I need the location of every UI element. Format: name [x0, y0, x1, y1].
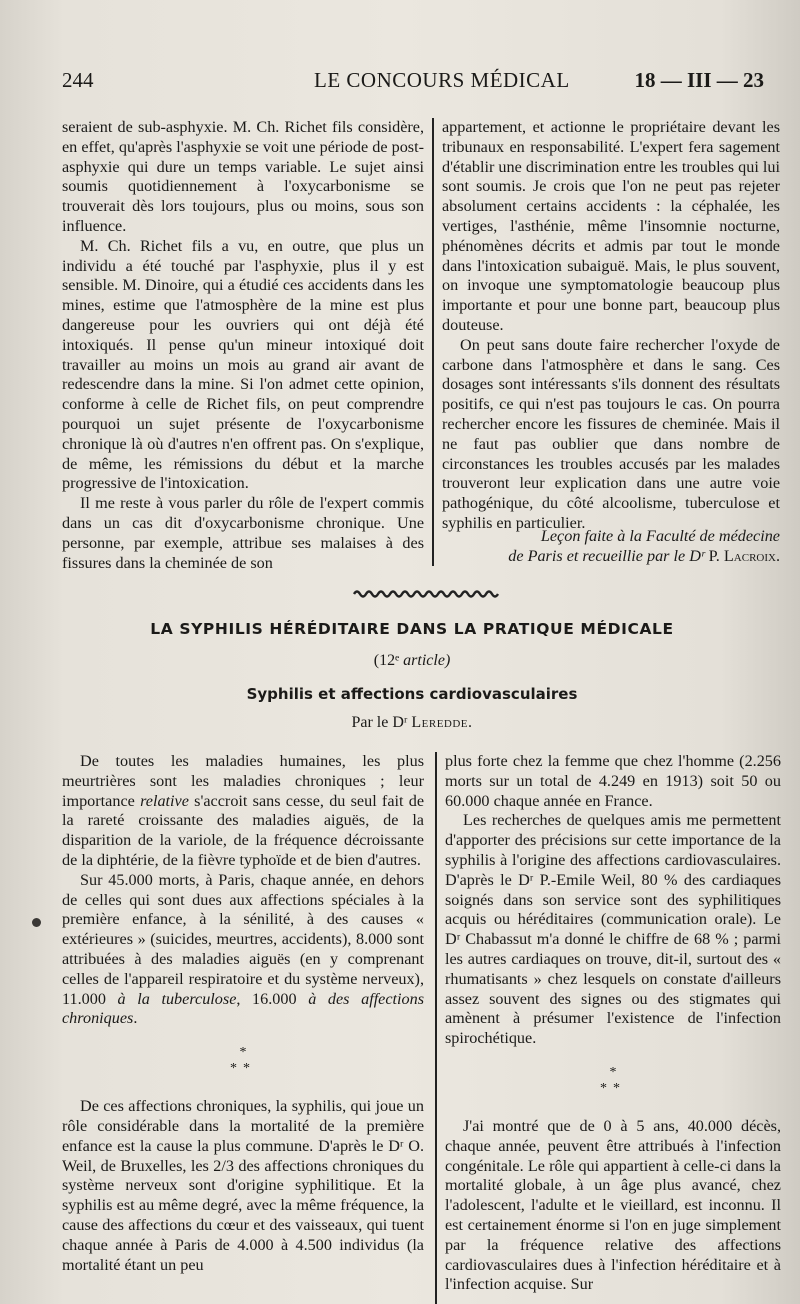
byline-prefix: Par le Dʳ	[351, 714, 408, 731]
signature-author: P. Lacroix.	[708, 547, 780, 565]
emphasis: relative	[140, 791, 189, 810]
signature-line: Leçon faite à la Faculté de médecine	[540, 527, 780, 545]
article-number-word: article)	[403, 652, 451, 669]
article-number	[62, 652, 762, 670]
paragraph: J'ai montré que de 0 à 5 ans, 40.000 décès, chaque année, peuvent être attribués à l'infection congénitale. Le rôle qui appartient à celle-ci dans la mortalité globale, à un âge plus avancé, chez l'adolescent, l'adulte et le vieillard, est inconnu. Il est certainement énorme si l'on en juge simplement par la fréquence relative des affections cardiovasculaires dues à l'infection héréditaire et à l'infection acquise. Sur	[445, 1116, 781, 1294]
paragraph: plus forte chez la femme que chez l'homme (2.256 morts sur un total de 4.249 en 1913) soit 50 ou 60.000 chaque année en France.	[445, 752, 781, 810]
text-run: De toutes les maladies humaines, les plus meurtrières sont les maladies chroniques ; leur importance	[62, 752, 424, 810]
article-number-value: (12ᵉ	[373, 652, 400, 669]
article-left-column	[62, 752, 424, 1275]
asterism-top: *	[239, 1045, 247, 1061]
signature-prefix: de Paris et recueillie par le Dʳ	[508, 547, 705, 565]
paragraph: On peut sans doute faire rechercher l'oxyde de carbone dans l'atmosphère et dans le sang. Ces dosages sont intéressants s'ils donnent des résultats positifs, ce qui n'est pas toujours le cas. On pourra rechercher encore les fissures de cheminée. Mais il ne faut pas oublier que dans nombre de circonstances les troubles accusés par les malades trouveront leur explication dans une autre voie pathogénique, du côté alcoolisme, tuberculose et syphilis en particulier.	[442, 335, 780, 532]
paragraph: appartement, et actionne le propriétaire devant les tribunaux en responsabilité. L'expert fera sagement d'établir une discrimination entre les troubles qui lui sont soumis. Je crois que l'on ne peut pas rejeter absolument certains accidents : la céphalée, les vertiges, l'asthénie, même l'insomnie nocturne, phénomènes décrits et admis par tout le monde dans l'intoxication subaiguë. Mais, le plus souvent, on invoque une symptomatologie beaucoup plus importante et pour une bonne part, beaucoup plus douteuse.	[442, 118, 780, 334]
running-header	[62, 68, 764, 98]
paragraph: M. Ch. Richet fils a vu, en outre, que plus un individu a été touché par l'asphyxie, plus il y est sensible. M. Dinoire, qui a étudié ces accidents dans les mines, estime que l'atmosphère de la mine est plus dangereuse pour les ouvriers qui ont déjà été intoxiqués. Il pense qu'un mineur intoxiqué doit travailler au moins un mois au grand air avant de redescendre dans la mine. Si l'on admet cette opinion, conforme à celle de Richet fils, on peut comprendre pourquoi un sujet présente de l'oxycarbonisme chronique là où d'autres n'en offrent pas. On s'explique, de même, les rémissions du début et la marche progressive de l'intoxication.	[62, 236, 424, 493]
asterism	[62, 1045, 424, 1077]
asterism-bottom: **	[600, 1080, 626, 1096]
text-run: s'accroit sans cesse, du seul fait de la rareté croissante des maladies aiguës, de la disparition de la variole, de la fréquence décroissante de la diphtérie, de la fièvre typhoïde et de bien d'autres.	[62, 791, 425, 869]
paragraph: seraient de sub-asphyxie. M. Ch. Richet fils considère, en effet, qu'après l'asphyxie se voit une période de post-asphyxie qui dure un temps variable. Le sujet ainsi soumis quotidiennement à l'oxycarbonisme se trouverait dès lors toujours, plus ou moins, sous son influence.	[62, 118, 424, 235]
margin-dot	[32, 918, 41, 927]
asterism-top: *	[609, 1064, 617, 1080]
paragraph	[62, 871, 424, 1029]
paragraph: Les recherches de quelques amis me permettent d'apporter des précisions sur cette importance de la syphilis à l'origine des affections cardiovasculaires. D'après le Dʳ P.-Emile Weil, 80 % des cardiaques soignés dans son service sont des syphilitiques acquis ou héréditaires (communication orale). Le Dʳ Chabassut m'a donné le chiffre de 68 % ; parmi les autres cardiaques on trouve, dit-il, surtout des « rhumatisants » chez lesquels on constate d'ailleurs assez souvent des signes ou des stigmates qui amènent à présumer l'existence de l'infection spirochétique.	[445, 811, 781, 1048]
previous-article-right-column	[442, 118, 780, 534]
signature-line	[442, 546, 780, 566]
journal-title: LE CONCOURS MÉDICAL	[314, 68, 570, 92]
section-title: Syphilis et affections cardiovasculaires	[246, 685, 578, 703]
article-title: LA SYPHILIS HÉRÉDITAIRE DANS LA PRATIQUE MÉDICALE	[150, 620, 674, 638]
asterism-bottom: **	[230, 1061, 256, 1077]
asterism	[445, 1065, 781, 1097]
text-run: .	[133, 1009, 138, 1028]
byline-author: Leredde.	[411, 714, 473, 731]
emphasis: à la tuberculose	[117, 989, 237, 1008]
issue-date: 18 — III — 23	[634, 68, 764, 92]
column-divider	[435, 752, 437, 1304]
paragraph: De ces affections chroniques, la syphilis, qui joue un rôle considérable dans la mortalité de la première enfance est la cause la plus commune. D'après le Dʳ O. Weil, de Bruxelles, les 2/3 des affections chroniques du système nerveux sont d'origine syphilitique. Et la syphilis est au même degré, avec la même fréquence, la cause des affections du cœur et des vaisseaux, qui tuent chaque année à Paris de 4.000 à 4.500 individus (la mortalité étant un peu	[62, 1097, 424, 1274]
paragraph: Il me reste à vous parler du rôle de l'expert commis dans un cas dit d'oxycarbonisme chronique. Une personne, par exemple, attribue ses malaises à des fissures dans la cheminée de son	[62, 494, 424, 572]
lecture-signature	[442, 526, 780, 566]
page-number: 244	[62, 68, 94, 92]
previous-article-left-column	[62, 118, 424, 573]
column-divider	[432, 118, 434, 566]
emphasis: à des affections chroniques	[62, 989, 425, 1028]
text-run: Sur 45.000 morts, à Paris, chaque année, en dehors de celles qui sont dues aux affections spéciales à la première enfance, à la sénilité, à des causes « extérieures » (suicides, meurtres, accidents), 8.000 sont attribuées à des maladies aiguës (en y comprenant celles de l'appareil respiratoire et du système nerveux), 11.000	[62, 870, 424, 1008]
ornamental-separator	[352, 588, 502, 600]
article-right-column	[445, 752, 781, 1295]
paragraph	[62, 752, 424, 871]
text-run: , 16.000	[236, 989, 297, 1008]
article-byline	[62, 714, 762, 732]
